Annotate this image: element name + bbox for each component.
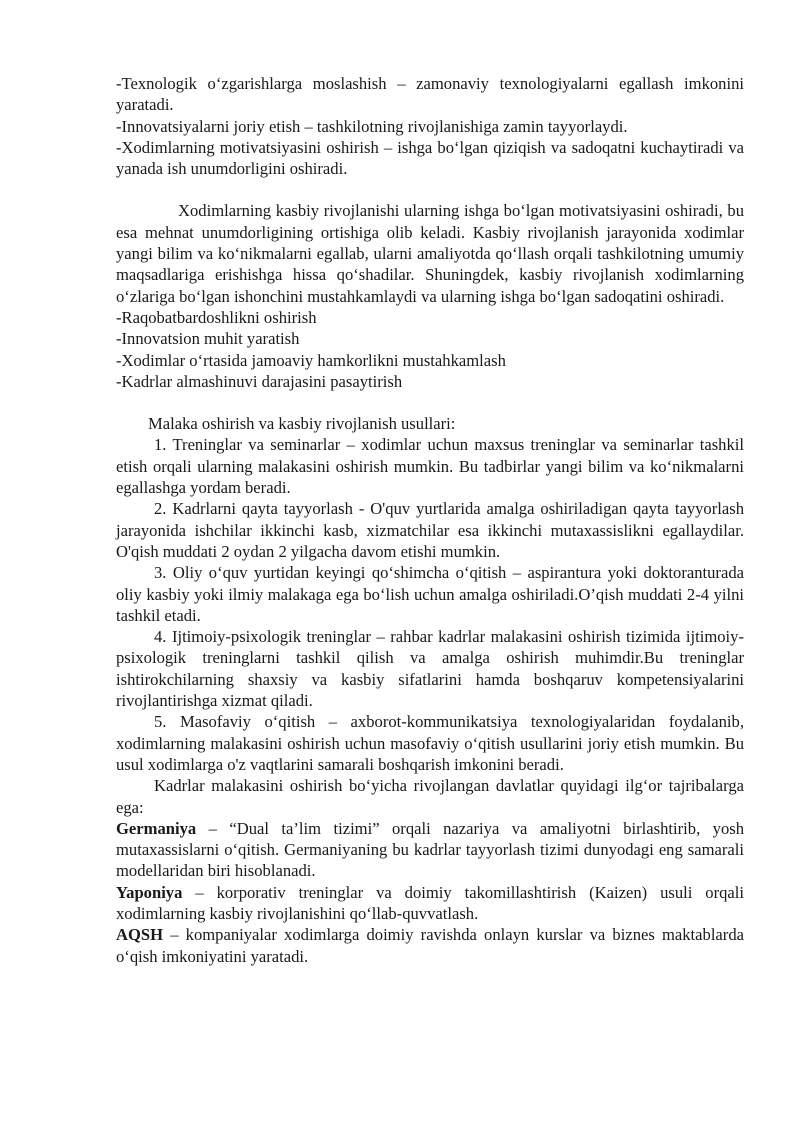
benefit-item: -Kadrlar almashinuvi darajasini pasaytirish [116,371,403,391]
method-item: 1. Treninglar va seminarlar – xodimlar uchun maxsus treninglar va seminarlar tashkil etish orqali ularning malakasini oshirish mumkin. Bu tadbirlar yangi bilim va ko‘nikmalarni egallashga yordam beradi. [116,435,744,498]
intro-item: -Texnologik o‘zgarishlarga moslashish – zamonaviy texnologiyalarni egallash imkonini yaratadi. [116,74,744,115]
benefit-item: -Innovatsion muhit yaratish [116,329,300,349]
country-text: – kompaniyalar xodimlarga doimiy ravishda onlayn kurslar va biznes maktablarda o‘qish imkoniyatini yaratadi. [116,925,744,966]
country-paragraph [116,924,744,967]
method-item: 5. Masofaviy o‘qitish – axborot-kommunikatsiya texnologiyalaridan foydalanib, xodimlarning malakasini oshirish uchun masofaviy o‘qitish usullarini joriy etish mumkin. Bu usul xodimlarga o'z vaqtlarini samarali boshqarish imkonini beradi. [116,712,744,774]
country-name: Yaponiya [116,882,183,902]
method-item: 4. Ijtimoiy-psixologik treninglar – rahbar kadrlar malakasini oshirish tizimida ijtimoiy-psixologik treninglarni tashkil qilish va amalga oshirish muhimdir.Bu treninglar ishtirokchilarning shaxsiy va kasbiy sifatlarini hamda boshqaruv kompetensiyalarini rivojlantirishga xizmat qiladi. [116,627,744,711]
benefit-item: -Xodimlar o‘rtasida jamoaviy hamkorlikni mustahkamlash [116,350,506,370]
country-name: Germaniya [116,818,197,838]
intro-item: -Innovatsiyalarni joriy etish – tashkilotning rivojlanishiga zamin tayyorlaydi. [116,116,628,136]
spacer [116,179,744,200]
country-text: – korporativ treninglar va doimiy takomillashtirish (Kaizen) usuli orqali xodimlarning kasbiy rivojlanishini qo‘llab-quvvatlash. [116,882,744,923]
intro-item: -Xodimlarning motivatsiyasini oshirish – ishga bo‘lgan qiziqish va sadoqatni kuchaytiradi va yanada ish unumdorligini oshiradi. [116,137,744,179]
method-item: 2. Kadrlarni qayta tayyorlash - O'quv yurtlarida amalga oshiriladigan qayta tayyorlash jarayonida ishchilar ikkinchi kasb, xizmatchilar esa ikkinchi mutaxassislikni egallaydilar. O'qish muddati 2 oydan 2 yilgacha davom etishi mumkin. [116,499,744,561]
country-paragraph [116,882,744,925]
method-item: 3. Oliy o‘quv yurtidan keyingi qo‘shimcha o‘qitish – aspirantura yoki doktoranturada oliy kasbiy yoki ilmiy malakaga ega bo‘lish uchun amalga oshiriladi.O’qish muddati 2-4 yilni tashkil etadi. [116,563,744,625]
experience-intro: Kadrlar malakasini oshirish bo‘yicha rivojlangan davlatlar quyidagi ilg‘or tajribalarga ega: [116,776,744,817]
country-text: – “Dual ta’lim tizimi” orqali nazariya va amaliyotni birlashtirib, yosh mutaxassislarni o‘qitish. Germaniyaning bu kadrlar tayyorlash tizimi dunyodagi eng samarali modellaridan biri hisoblanadi. [116,818,744,881]
spacer [116,392,744,413]
country-paragraph [116,818,744,882]
country-name: AQSH [116,925,164,945]
benefit-item: -Raqobatbardoshlikni oshirish [116,307,317,327]
development-paragraph: Xodimlarning kasbiy rivojlanishi ularning ishga bo‘lgan motivatsiyasini oshiradi, bu esa mehnat unumdorligining ortishiga olib keladi. Kasbiy rivojlanish jarayonida xodimlar yangi bilim va ko‘nikmalarni egallab, ularni amaliyotda qo‘llash orqali tashkilotning umumiy maqsadlariga erishishga hissa qo‘shadilar. Shuningdek, kasbiy rivojlanish xodimlarning o‘zlariga bo‘lgan ishonchini mustahkamlaydi va ularning ishga bo‘lgan sadoqatini oshiradi. [116,201,744,306]
methods-heading: Malaka oshirish va kasbiy rivojlanish usullari: [148,414,456,434]
